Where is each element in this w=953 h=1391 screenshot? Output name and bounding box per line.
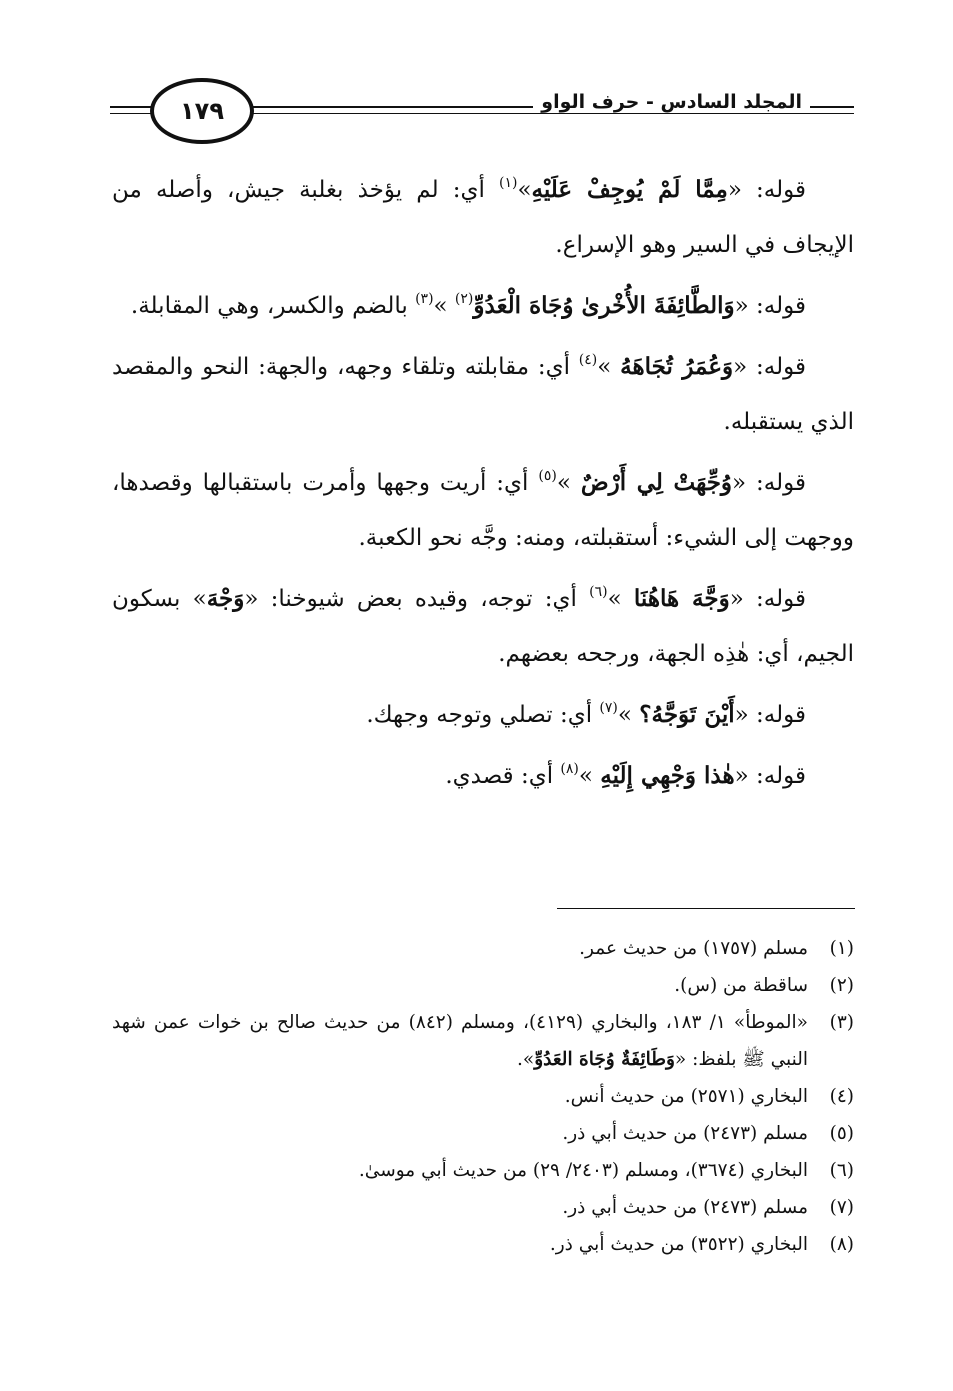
footnote-number: (١) (829, 938, 854, 959)
paragraph: قوله: «هٰذا وَجْهِي إِلَيْهِ »$^{(٨)}$ أي: قصدي. (445, 761, 806, 789)
footnote-number: (٤) (829, 1086, 854, 1107)
footnote-text: مسلم (٢٤٧٣) من حديث أبي ذر. (562, 1197, 808, 1218)
footnote (112, 967, 854, 1004)
quoted-term: مِمَّا لَمْ يُوجِفْ عَلَيْهِ (531, 176, 728, 203)
footnote (112, 930, 854, 967)
footnote (112, 1115, 854, 1152)
quoted-term: وُجِّهَتْ لِي أَرْضٌ (580, 469, 733, 496)
paragraph: قوله: «أَيْنَ تَوَجَّهُ؟ »$^{(٧)}$ أي: تصلي وتوجه وجهك. (366, 700, 806, 728)
footnote-number: (٥) (829, 1123, 854, 1144)
footnote-text: مسلم (١٧٥٧) من حديث عمر. (579, 938, 808, 959)
footnote-number: (٢) (829, 975, 854, 996)
body-text (112, 162, 854, 809)
footnote-text: البخاري (٣٥٢٢) من حديث أبي ذر. (549, 1234, 808, 1255)
footnote (112, 1078, 854, 1115)
footnote-number: (٧) (829, 1197, 854, 1218)
footnote-ref: (٣) (415, 291, 434, 307)
footnote-text: «الموطأ» ١/ ١٨٣، والبخاري (٤١٢٩)، ومسلم (٨٤٢) من حديث صالح بن خوات عمن شهد النبي ﷺ بلفظ: «وَطَائِفَةٌ وُجَاهَ العَدُوِّ». (112, 1012, 808, 1070)
footnote (112, 1152, 854, 1189)
footnote-ref: (٤) (578, 352, 598, 368)
paragraph: قوله: «وَجَّهَ هَاهُنَا »$^{(٦)}$ أي: توجه، وقيده بعض شيوخنا: «وَجْهَ» بسكون الجيم، أي: هٰذِه الجهة، ورجحه بعضهم. (112, 584, 854, 667)
running-title: المجلد السادس - حرف الواو (533, 91, 810, 113)
footnote-ref: (٦) (589, 584, 608, 600)
footnote-ref: (٧) (599, 700, 618, 716)
quoted-term: أَيْنَ تَوَجَّهُ؟ (639, 701, 735, 728)
paragraph: قوله: «وُجِّهَتْ لِي أَرْضٌ »$^{(٥)}$ أي: أريت وجهها وأمرت باستقبالها وقصدها، ووجهت إلى الشيء: أستقبلته، ومنه: وجَّه نحو الكعبة. (112, 468, 854, 551)
footnote-ref: (٥) (538, 468, 557, 484)
footnote-number: (٣) (829, 1012, 854, 1033)
footnote-ref: (٢) (454, 291, 474, 307)
footnote (112, 1189, 854, 1226)
paragraph: قوله: «مِمَّا لَمْ يُوجِفْ عَلَيْهِ»$^{(١)}$ أي: لم يؤخذ بغلبة جيش، وأصله من الإيجاف في السير وهو الإسراع. (112, 175, 854, 258)
footnote-text: البخاري (٣٦٧٤)، ومسلم (٢٤٠٣/ ٢٩) من حديث أبي موسىٰ. (358, 1160, 808, 1181)
quoted-term: وَعُمَرُ تُجَاهَهُ (620, 353, 734, 380)
page-header (110, 78, 854, 142)
page-number-badge (150, 78, 254, 144)
paragraph: قوله: «وَالطَّائِفَةَ الأُخْرىٰ وُجَاهَ الْعَدُوِّ$^{(٢)}$ »$^{(٣)}$ بالضم والكسر، وهي المقابلة. (130, 291, 806, 319)
footnote-text: البخاري (٢٥٧١) من حديث أنس. (564, 1086, 808, 1107)
footnote-separator (557, 908, 855, 909)
footnote-ref: (١) (498, 175, 518, 191)
quoted-term: وَطَائِفَةٌ وُجَاهَ العَدُوِّ (534, 1049, 675, 1070)
quoted-term: وَجْهَ (206, 585, 245, 612)
quoted-term: هٰذا وَجْهِي إِلَيْهِ (600, 762, 735, 789)
footnote-ref: (٨) (560, 761, 579, 777)
footnote-text: ساقطة من (س). (674, 975, 808, 996)
footnote-number: (٦) (829, 1160, 854, 1181)
page-number: ١٧٩ (180, 97, 224, 125)
footnote-text: مسلم (٢٤٧٣) من حديث أبي ذر. (562, 1123, 808, 1144)
footnotes (112, 930, 854, 1263)
quoted-term: وَجَّهَ هَاهُنَا (633, 585, 730, 612)
paragraph: قوله: «وَعُمَرُ تُجَاهَهُ »$^{(٤)}$ أي: مقابلته وتلقاء وجهه، والجهة: النحو والمقصد الذي يستقبله. (112, 352, 854, 435)
quoted-term: وَالطَّائِفَةَ الأُخْرىٰ وُجَاهَ الْعَدُوِّ (473, 292, 735, 319)
footnote (112, 1226, 854, 1263)
footnote (112, 1004, 854, 1078)
footnote-number: (٨) (829, 1234, 854, 1255)
